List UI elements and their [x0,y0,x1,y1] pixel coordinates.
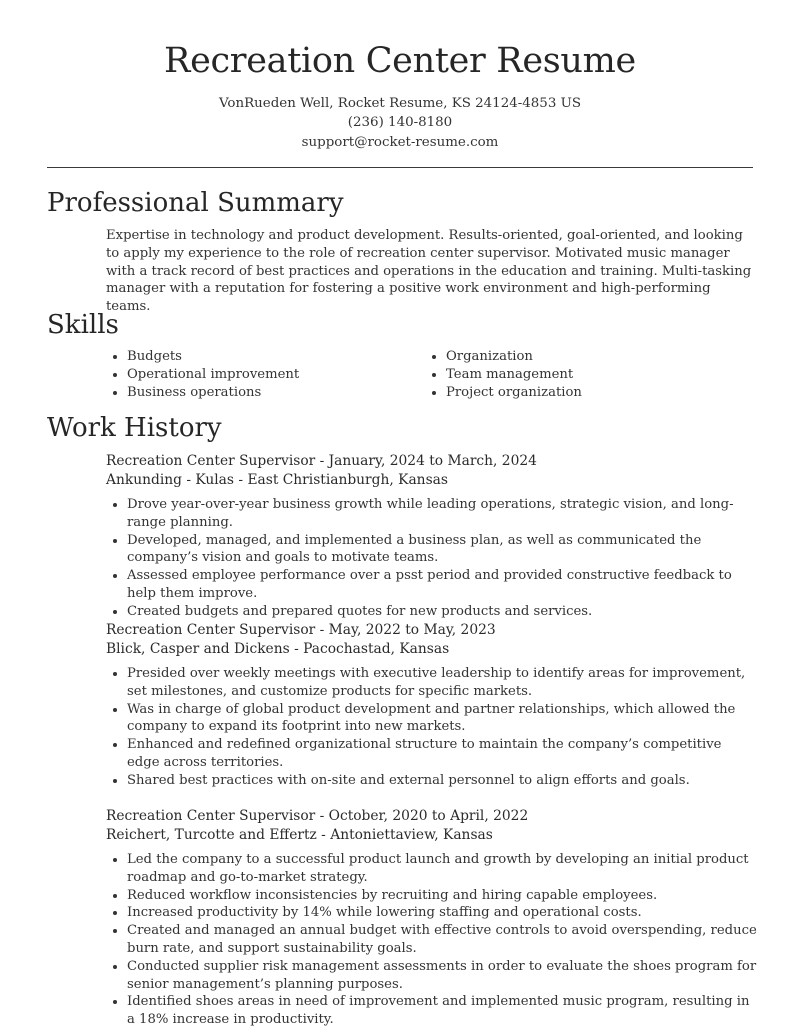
job-bullets [106,851,758,1029]
job-bullet: • Conducted supplier risk management assessments in order to evaluate the shoes program for senior management’s planning purposes. [127,958,758,994]
job-entry [106,621,758,790]
job-dates: October, 2020 to April, 2022 [328,808,529,824]
resume-title: Recreation Center Resume [164,41,636,81]
job-title: Recreation Center Supervisor [106,453,316,469]
job-bullets [106,665,758,790]
summary-heading: Professional Summary [47,188,344,218]
separator: - [289,641,304,657]
separator: - [315,622,329,638]
separator: - [234,472,248,488]
job-location: Antoniettaview, Kansas [330,827,493,843]
skills-heading: Skills [47,310,119,340]
job-company-line [106,826,758,845]
job-bullets [106,496,758,621]
skill-item: • Organization [446,348,582,366]
contact-phone: (236) 140-8180 [347,115,453,131]
work-heading: Work History [47,413,222,443]
job-title: Recreation Center Supervisor [106,808,316,824]
job-company: Ankunding - Kulas [106,472,234,488]
skills-list-left [106,348,299,401]
job-bullet: • Enhanced and redefined organizational structure to maintain the company’s competitive edge across territories. [127,736,758,772]
job-bullet: • Was in charge of global product development and partner relationships, which allowed the company to expand its footprint into new markets. [127,701,758,737]
job-bullet: • Led the company to a successful product launch and growth by developing an initial product roadmap and go-to-market strategy. [127,851,758,887]
job-bullet: • Presided over weekly meetings with executive leadership to identify areas for improvement, set milestones, and customize products for specific markets. [127,665,758,701]
job-bullet: • Developed, managed, and implemented a business plan, as well as communicated the company’s vision and goals to motivate teams. [127,532,758,568]
job-bullet: • Created and managed an annual budget with effective controls to avoid overspending, reduce burn rate, and support sustainability goals. [127,922,758,958]
separator: - [315,808,329,824]
job-bullet: • Assessed employee performance over a psst period and provided constructive feedback to help them improve. [127,567,758,603]
header-divider [47,167,753,168]
job-location: Pacochastad, Kansas [303,641,450,657]
job-company-line [106,471,758,490]
job-bullet: • Reduced workflow inconsistencies by recruiting and hiring capable employees. [127,887,758,905]
skills-list-right [425,348,582,401]
contact-email: support@rocket-resume.com [301,134,499,150]
job-bullet: • Identified shoes areas in need of improvement and implemented music program, resulting in a 18% increase in productivity. [127,993,758,1029]
contact-address: VonRueden Well, Rocket Resume, KS 24124-4853 US [218,96,582,111]
job-title-line [106,452,758,471]
job-company: Blick, Casper and Dickens [106,641,290,657]
skill-item: • Operational improvement [127,366,299,384]
skill-item: • Budgets [127,348,299,366]
job-bullet: • Increased productivity by 14% while lowering staffing and operational costs. [127,904,758,922]
separator: - [316,827,331,843]
separator: - [315,453,329,469]
job-location: East Christianburgh, Kansas [247,472,448,488]
job-entry [106,452,758,621]
job-bullet: • Created budgets and prepared quotes for new products and services. [127,603,758,621]
contact-info [0,94,800,152]
job-company: Reichert, Turcotte and Effertz [106,827,317,843]
skill-item: • Team management [446,366,582,384]
job-dates: January, 2024 to March, 2024 [328,453,537,469]
job-dates: May, 2022 to May, 2023 [328,622,496,638]
job-title-line [106,807,758,826]
job-bullet: • Drove year-over-year business growth while leading operations, strategic vision, and long-range planning. [127,496,758,532]
job-title-line [106,621,758,640]
skill-item: • Business operations [127,384,299,402]
summary-text: Expertise in technology and product development. Results-oriented, goal-oriented, and looking to apply my experience to the role of recreation center supervisor. Motivated music manager with a track record of best practices and operations in the education and training. Multi-tasking manager with a reputation for fostering a positive work environment and high-performing teams. [106,228,752,315]
job-bullet: • Shared best practices with on-site and external personnel to align efforts and goals. [127,772,758,790]
job-title: Recreation Center Supervisor [106,622,316,638]
skill-item: • Project organization [446,384,582,402]
job-company-line [106,640,758,659]
job-entry [106,807,758,1029]
